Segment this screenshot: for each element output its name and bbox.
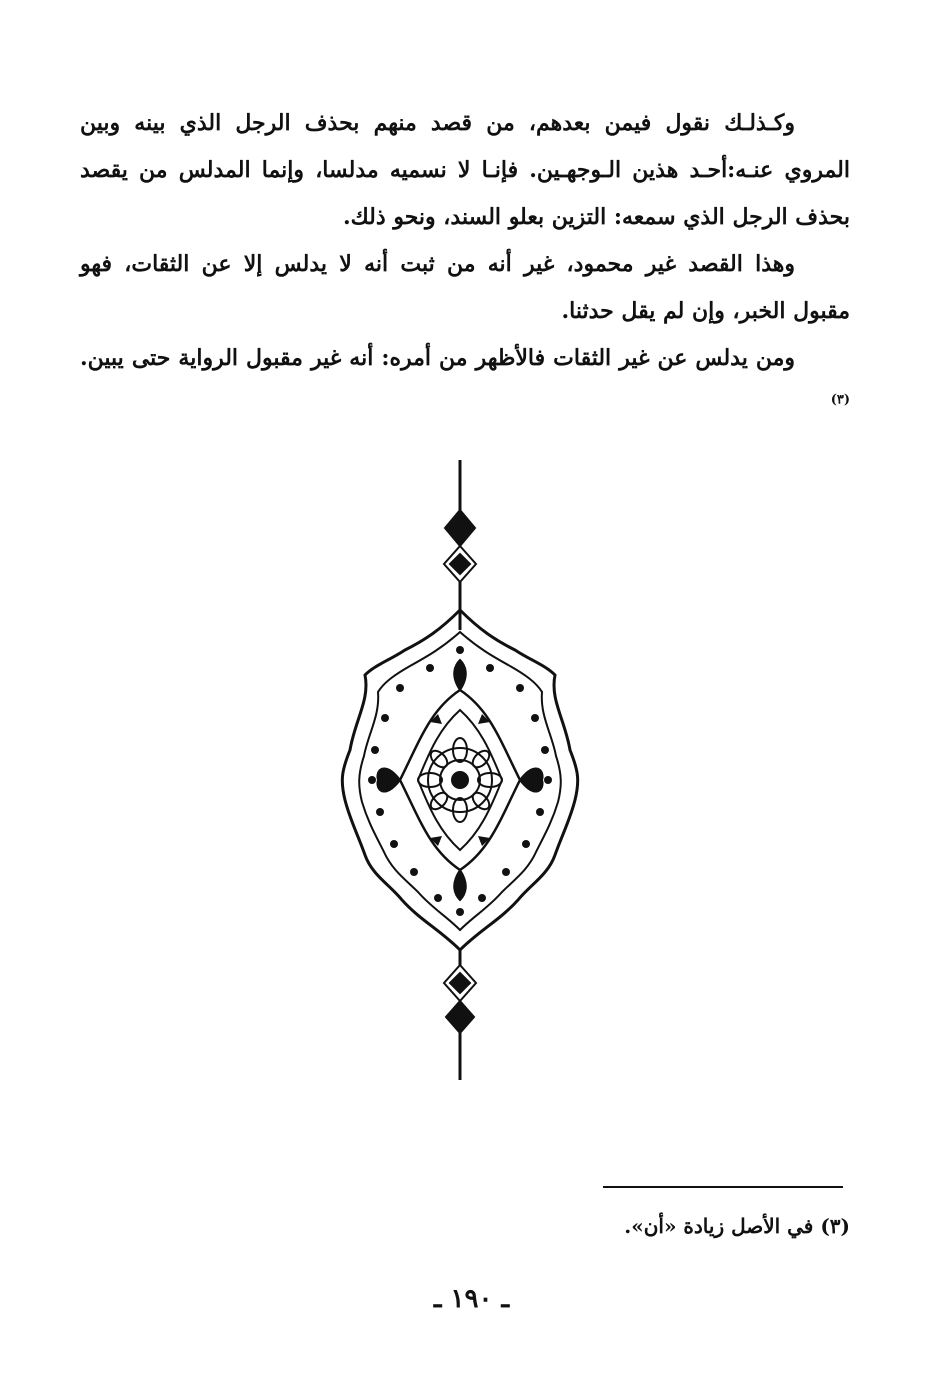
arabesque-medallion-ornament-icon: [330, 460, 590, 1080]
paragraph-2: وهذا القصد غير محمود، غير أنه من ثبت أنه لا يدلس إلا عن الثقات، فهو مقبول الخبر، وإن لم يقل حدثنا.: [80, 251, 850, 324]
paragraph-3-text: ومن يدلس عن غير الثقات فالأظهر من أمره: أنه غير مقبول الرواية حتى يبين.: [80, 345, 795, 371]
paragraph-3: [80, 335, 850, 429]
main-text: [80, 100, 850, 429]
paragraph-1: وكـذلـك نقول فيمن بعدهم، من قصد منهم بحذف الرجل الذي بينه وبين المروي عنـه:أحـد هذين الـوجهـين. فإنـا لا نسميه مدلسا، وإنما المدلس من يقصد بحذف الرجل الذي سمعه: التزين بعلو السند، ونحو ذلك.: [80, 110, 850, 230]
footnote-divider: [603, 1186, 843, 1188]
page-number: ـ ١٩٠ ـ: [433, 1284, 510, 1314]
footnote-reference: (٣): [830, 392, 850, 408]
footnote: (٣) في الأصل زيادة «أن».: [624, 1214, 850, 1238]
